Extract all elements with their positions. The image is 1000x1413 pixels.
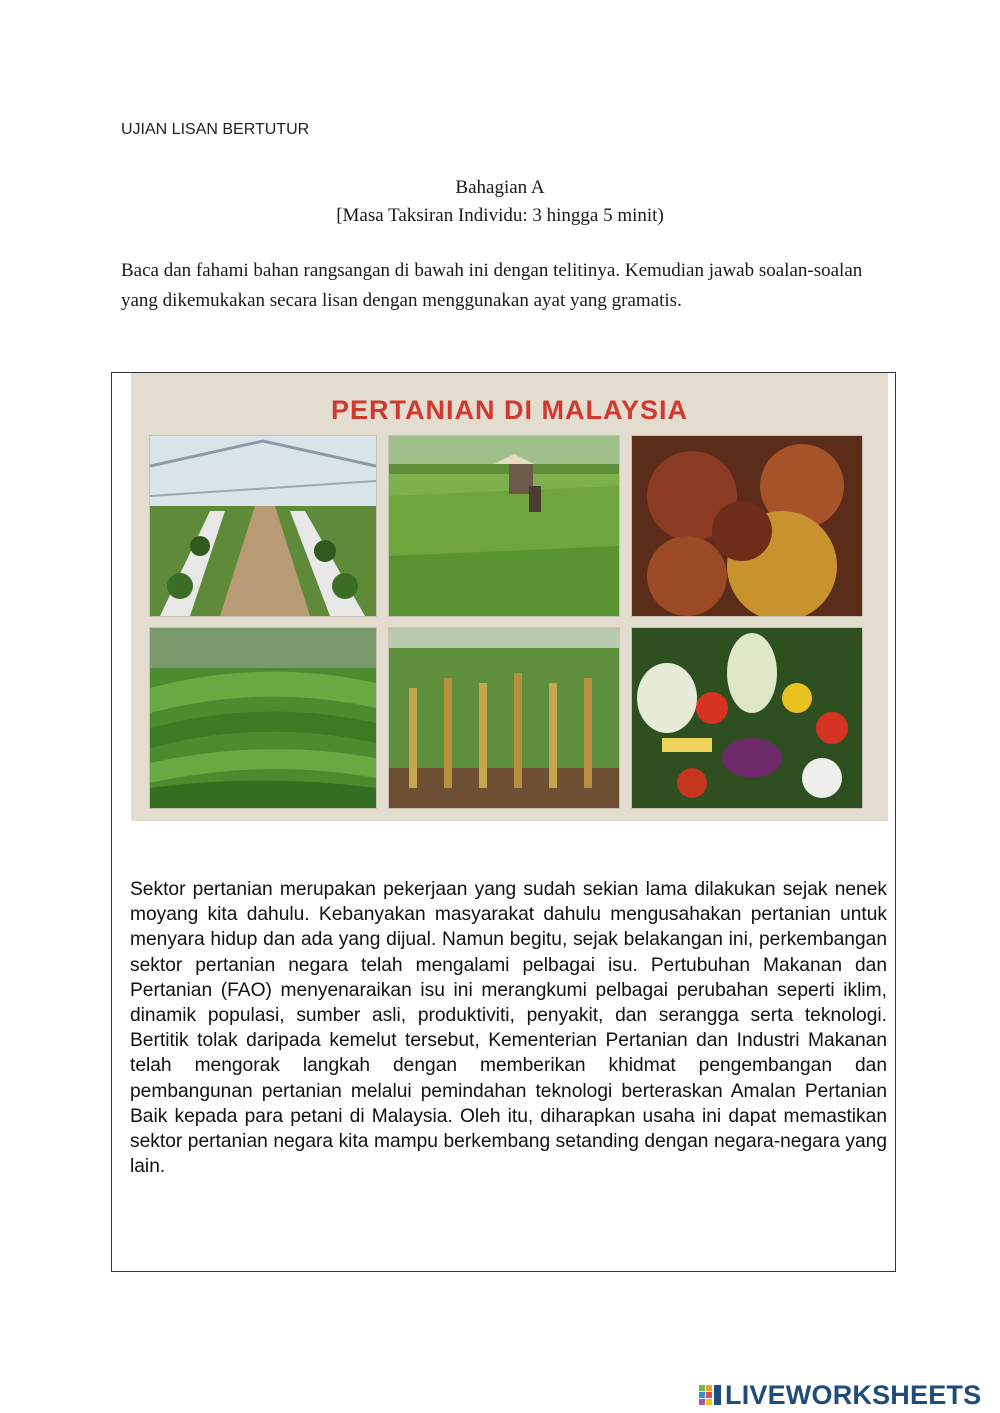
paddy-field-farmer-photo xyxy=(388,435,620,617)
oil-palm-fruit-photo xyxy=(631,435,863,617)
stimulus-box xyxy=(111,372,896,1272)
tea-plantation-photo xyxy=(149,627,377,809)
header-label: UJIAN LISAN BERTUTUR xyxy=(121,121,310,138)
poster-image xyxy=(131,373,888,821)
greenhouse-farm-photo xyxy=(149,435,377,617)
section-heading xyxy=(0,174,1000,230)
section-subtitle: [Masa Taksiran Individu: 3 hingga 5 minit) xyxy=(336,205,664,226)
sugarcane-photo xyxy=(388,627,620,809)
vegetables-photo xyxy=(631,627,863,809)
liveworksheets-logo-icon xyxy=(698,1383,722,1407)
passage-text: Sektor pertanian merupakan pekerjaan yang sudah sekian lama dilakukan sejak nenek moyang kita dahulu. Kebanyakan masyarakat dahulu mengusahakan pertanian untuk menyara hidup dan ada yang dijual. Namun begitu, sejak belakangan ini, perkembangan sektor pertanian negara telah mengalami pelbagai isu. Pertubuhan Makanan dan Pertanian (FAO) menyenaraikan isu ini merangkumi pelbagai perubahan seperti iklim, dinamik populasi, sumber asli, produktiviti, penyakit, dan serangga serta teknologi. Bertitik tolak daripada kemelut tersebut, Kementerian Pertanian dan Industri Makanan telah mengorak langkah dengan memberikan khidmat pengembangan dan pembangunan pertanian melalui pemindahan teknologi berteraskan Amalan Pertanian Baik kepada para petani di Malaysia. Oleh itu, diharapkan usaha ini dapat memastikan sektor pertanian negara kita mampu berkembang setanding dengan negara-negara yang lain. xyxy=(130,879,887,1178)
poster-title: PERTANIAN DI MALAYSIA xyxy=(330,395,689,425)
section-title: Bahagian A xyxy=(455,177,545,198)
instructions-text: Baca dan fahami bahan rangsangan di bawah ini dengan telitinya. Kemudian jawab soalan-soalan yang dikemukakan secara lisan dengan menggunakan ayat yang gramatis. xyxy=(121,260,863,311)
liveworksheets-brand: LIVEWORKSHEETS xyxy=(725,1379,982,1410)
liveworksheets-watermark xyxy=(698,1378,981,1412)
